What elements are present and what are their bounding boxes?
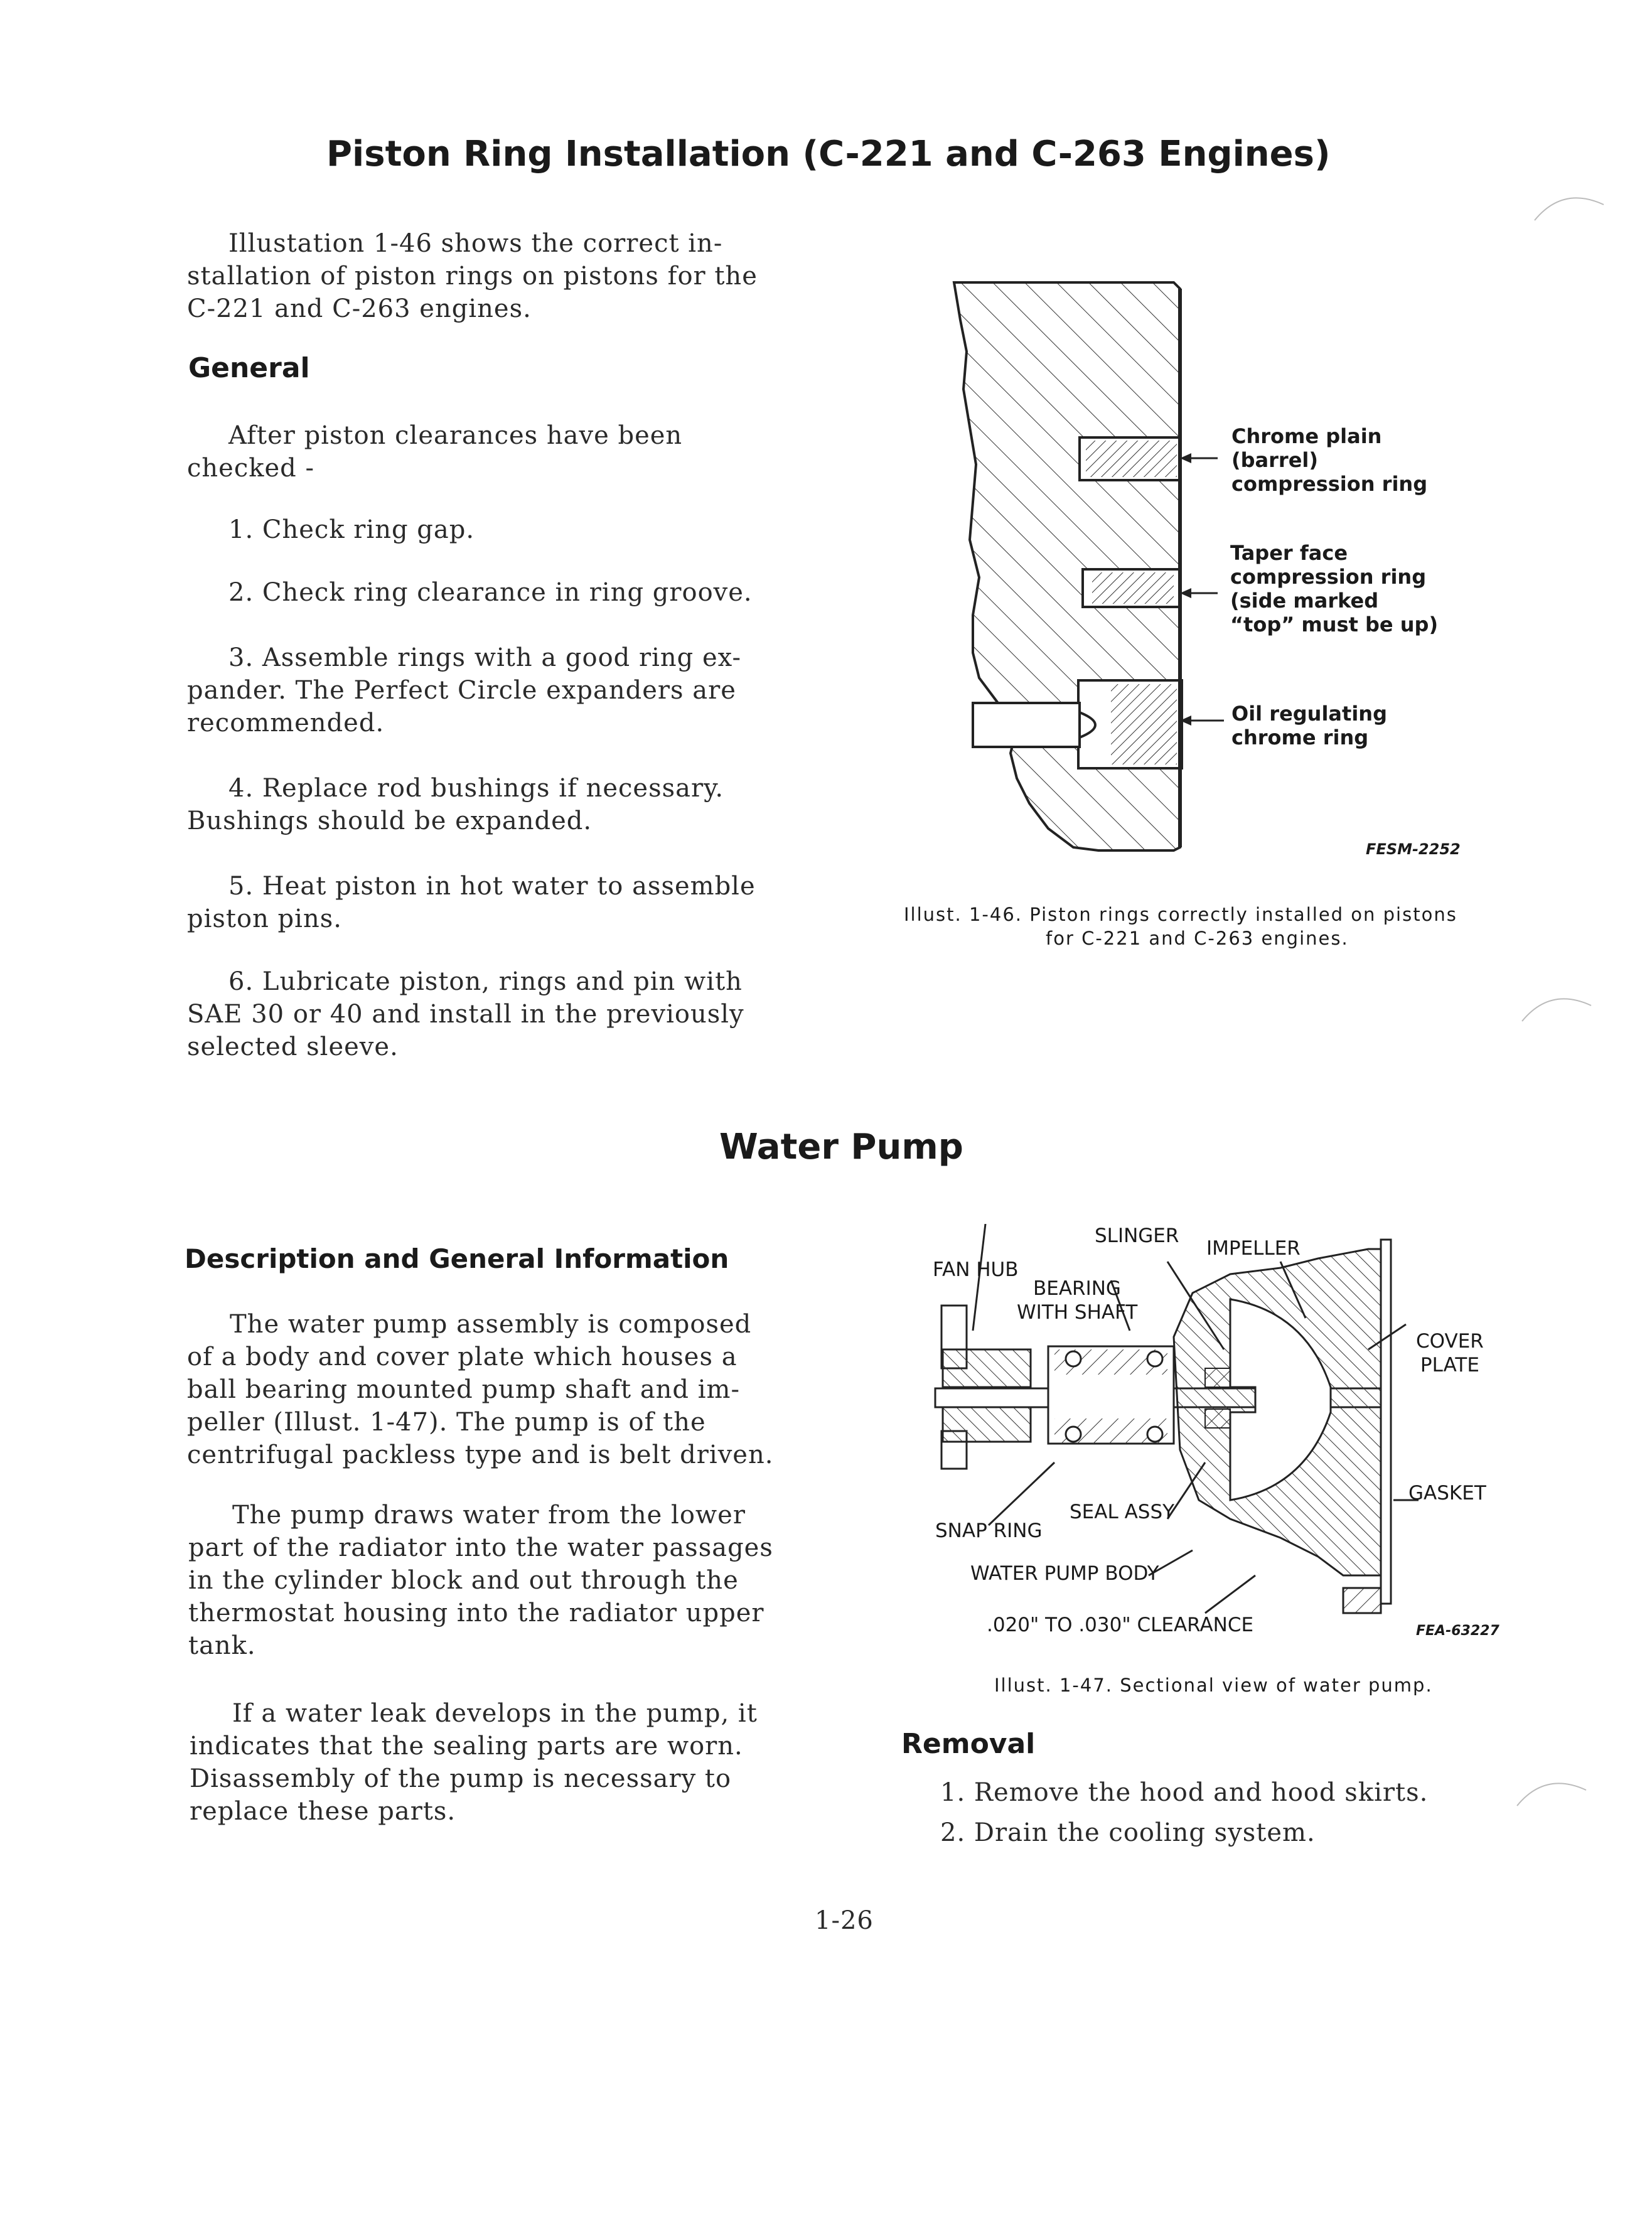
removal-heading: Removal <box>901 1728 1036 1760</box>
step-4-line: 4. Replace rod bushings if necessary. <box>228 774 724 803</box>
general-lead <box>187 419 827 485</box>
ring-label-line: “top” must be up) <box>1230 613 1439 636</box>
label-line: BEARING <box>1033 1277 1121 1300</box>
step-3-line: recommended. <box>187 709 385 737</box>
ring-label-oil-regulating <box>1231 702 1387 749</box>
para-line: of a body and cover plate which houses a <box>187 1343 738 1371</box>
step-3-line: pander. The Perfect Circle expanders are <box>187 676 736 705</box>
label-seal-assy: SEAL ASSY <box>1070 1501 1175 1523</box>
label-line: WITH SHAFT <box>1017 1301 1138 1324</box>
ring-label-line: Oil regulating <box>1231 702 1387 726</box>
para-line: The water pump assembly is composed <box>230 1310 752 1339</box>
label-impeller: IMPELLER <box>1206 1237 1301 1260</box>
label-slinger: SLINGER <box>1095 1225 1179 1247</box>
step-4 <box>187 772 827 837</box>
ring-label-line: Chrome plain <box>1231 424 1382 448</box>
figure-code: FEA-63227 <box>1416 1623 1499 1639</box>
step-4-line: Bushings should be expanded. <box>187 807 593 835</box>
ring-label-line: Taper face <box>1230 541 1348 565</box>
para-line: part of the radiator into the water passages <box>188 1533 773 1562</box>
label-line: COVER <box>1416 1330 1484 1353</box>
removal-step-2: 2. Drain the cooling system. <box>940 1818 1316 1847</box>
intro-line: Illustation 1-46 shows the correct in- <box>228 229 723 258</box>
para-line: tank. <box>188 1631 256 1660</box>
para-line: If a water leak develops in the pump, it <box>232 1699 758 1728</box>
para-line: in the cylinder block and out through the <box>188 1566 739 1595</box>
step-5-line: 5. Heat piston in hot water to assemble <box>228 872 756 901</box>
piston-ring-diagram <box>941 264 1205 866</box>
step-6-line: 6. Lubricate piston, rings and pin with <box>228 967 743 996</box>
figure-code: FESM-2252 <box>1366 840 1461 858</box>
label-cover-plate <box>1416 1329 1484 1377</box>
ring-label-taper-face <box>1230 541 1438 636</box>
ring-label-line: (barrel) <box>1231 448 1318 472</box>
step-5 <box>187 870 827 935</box>
label-line: PLATE <box>1420 1354 1479 1376</box>
label-fan-hub: FAN HUB <box>933 1258 1019 1281</box>
ring-label-chrome-plain <box>1231 424 1427 496</box>
flow-paragraph <box>188 1499 847 1662</box>
step-5-line: piston pins. <box>187 904 342 933</box>
binder-hole-mark <box>1514 1771 1589 1809</box>
para-line: replace these parts. <box>190 1797 456 1826</box>
step-6-line: selected sleeve. <box>187 1032 399 1061</box>
step-2: 2. Check ring clearance in ring groove. <box>228 578 753 607</box>
page-title: Piston Ring Installation (C-221 and C-263 Engines) <box>326 134 1331 174</box>
figure-caption <box>904 903 1457 950</box>
step-6-line: SAE 30 or 40 and install in the previously <box>187 1000 744 1029</box>
ring-label-line: compression ring <box>1230 565 1427 589</box>
step-3-line: 3. Assemble rings with a good ring ex- <box>228 643 742 672</box>
general-heading: General <box>188 352 310 384</box>
label-bearing <box>1017 1277 1137 1324</box>
caption-line: Illust. 1-46. Piston rings correctly installed on pistons <box>904 904 1457 925</box>
intro-paragraph <box>187 227 827 325</box>
label-clearance: .020" TO .030" CLEARANCE <box>987 1614 1254 1636</box>
subsection-heading: Description and General Information <box>185 1243 729 1274</box>
lead-line: After piston clearances have been <box>228 421 683 450</box>
intro-line: C-221 and C-263 engines. <box>187 294 532 323</box>
page-number: 1-26 <box>815 1906 874 1935</box>
intro-line: stallation of piston rings on pistons for the <box>187 262 758 291</box>
lead-line: checked - <box>187 454 314 483</box>
removal-step-1: 1. Remove the hood and hood skirts. <box>940 1778 1429 1807</box>
para-line: ball bearing mounted pump shaft and im- <box>187 1375 740 1404</box>
para-line: indicates that the sealing parts are worn. <box>190 1732 743 1761</box>
label-water-pump-body: WATER PUMP BODY <box>970 1562 1159 1585</box>
para-line: centrifugal packless type and is belt driven. <box>187 1440 774 1469</box>
label-gasket: GASKET <box>1408 1482 1486 1504</box>
label-snap-ring: SNAP RING <box>935 1520 1043 1542</box>
leak-paragraph <box>190 1697 849 1828</box>
binder-hole-mark <box>1531 186 1607 223</box>
figure-caption: Illust. 1-47. Sectional view of water pump. <box>994 1675 1433 1696</box>
description-paragraph <box>187 1308 846 1471</box>
step-6 <box>187 965 827 1063</box>
caption-line: for C-221 and C-263 engines. <box>1046 928 1349 949</box>
para-line: Disassembly of the pump is necessary to <box>190 1764 732 1793</box>
para-line: The pump draws water from the lower <box>232 1501 746 1530</box>
ring-label-line: compression ring <box>1231 472 1428 496</box>
step-1: 1. Check ring gap. <box>228 515 475 544</box>
binder-hole-mark <box>1519 987 1594 1024</box>
para-line: peller (Illust. 1-47). The pump is of the <box>187 1408 706 1437</box>
ring-label-line: chrome ring <box>1231 726 1369 749</box>
section-heading: Water Pump <box>719 1127 963 1167</box>
para-line: thermostat housing into the radiator upper <box>188 1599 764 1628</box>
ring-label-line: (side marked <box>1230 589 1379 613</box>
step-3 <box>187 641 827 739</box>
